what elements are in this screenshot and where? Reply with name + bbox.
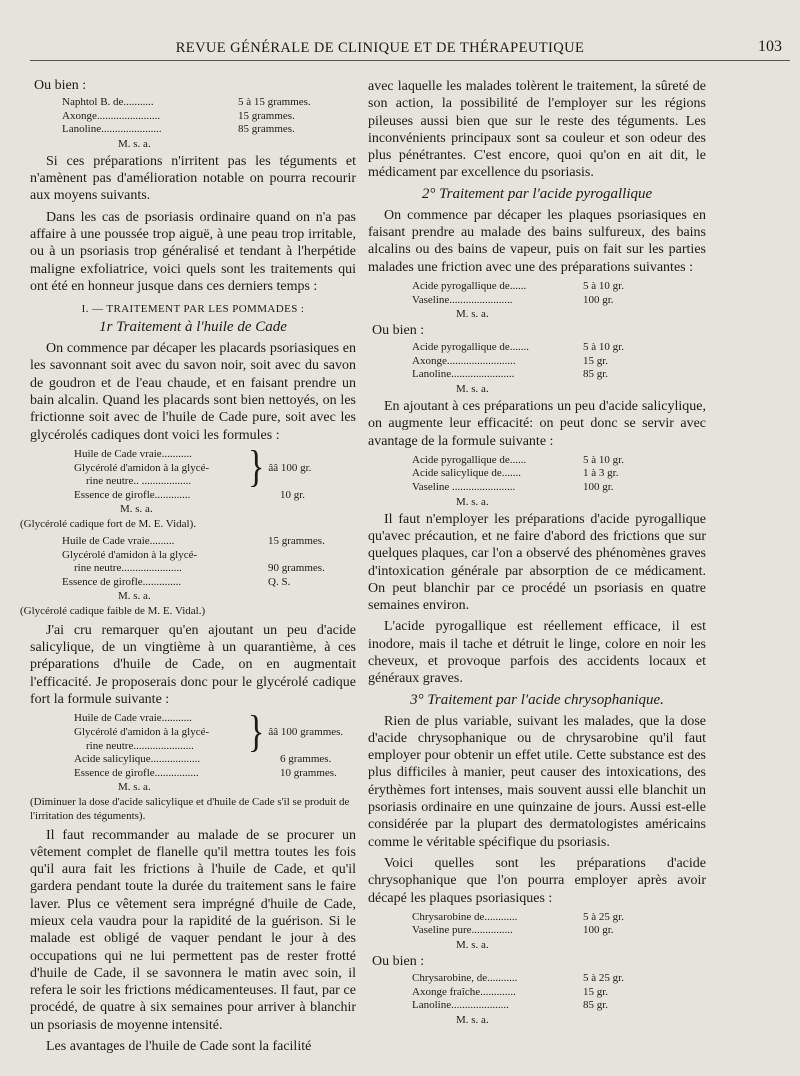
paragraph: Il faut n'employer les préparations d'acide pyrogallique qu'avec précaution, et ne faire d'abord des frictions que sur quelques plaques, car l'on a observé des phénomènes graves d'intoxication générale par absorption de ce médicament. On peut blanchir par ce procédé un psoriasis en quatre semaines environ. <box>368 511 706 614</box>
formula-pyro-vaseline <box>412 280 706 307</box>
paragraph: J'ai cru remarquer qu'en ajoutant un peu d'acide salicylique, de un vingtième à un quarantième, à ces préparations d'huile de Cade, on en augmentait l'efficacité. Je proposerais donc pour le glycérolé cadique fort la formule suivante : <box>30 622 356 708</box>
formula-row: Chrysarobine de............ 5 à 25 gr. <box>412 910 624 923</box>
paragraph: On commence par décaper les plaques psoriasiques en faisant prendre au malade des bains sulfureux, des bains alcalins ou des bains de vapeur, puis on fait sur les parties malades une friction avec une des préparations suivantes : <box>368 207 706 275</box>
formula-row: Lanoline...................... 85 grammes. <box>62 123 295 136</box>
section-heading: I. — TRAITEMENT PAR LES POMMADES : <box>81 303 305 316</box>
formula-cade-faible <box>62 535 356 589</box>
brace-glyph: } <box>248 443 265 492</box>
paragraph: Si ces préparations n'irritent pas les téguments et n'amènent pas d'amélioration notable on pourra recourir aux moyens suivants. <box>30 153 356 204</box>
formula-pyro-axonge <box>412 341 706 382</box>
formula-pyro-salicyle <box>412 454 706 495</box>
misce-label: M. s. a. <box>456 308 489 321</box>
formula-row: Axonge......................... 15 gr. <box>412 354 609 367</box>
misce-label: M. s. a. <box>456 382 489 395</box>
formula-row: Chrysarobine, de........... 5 à 25 gr. <box>412 972 624 985</box>
subsection-heading: 2° Traitement par l'acide pyrogallique <box>421 185 653 202</box>
formula-cade-salicyle <box>74 708 356 780</box>
paragraph: L'acide pyrogallique est réellement efficace, il est inodore, mais il tache et détruit le linge, colore en noir les cheveux, et provoque parfois des accidents locaux et généraux graves. <box>368 619 706 687</box>
formula-note: (Diminuer la dose d'acide salicylique et d'huile de Cade s'il se produit de l'irritation des téguments). <box>30 796 350 822</box>
formula-row: Glycérolé d'amidon à la glycé- <box>62 548 198 561</box>
formula-row: Lanoline....................... 85 gr. <box>412 368 609 381</box>
formula-naphtol <box>62 96 356 137</box>
formula-cade-fort <box>74 443 356 502</box>
ou-bien-label: Ou bien : <box>34 78 87 93</box>
misce-label: M. s. a. <box>118 137 151 150</box>
left-column <box>20 78 356 1059</box>
formula-row: Axonge fraîche............. 15 gr. <box>412 985 609 998</box>
misce-label: M. s. a. <box>456 1013 489 1026</box>
paragraph: Il faut recommander au malade de se procurer un vêtement complet de flanelle qu'il mettra toutes les fois qu'il aura fait les frictions à l'huile de Cade, et qu'il gardera pendant toute la durée du traitement sans le faire laver. Plus ce vêtement sera imprégné d'huile de Cade, mieux cela vaudra pour la rapidité de la guérison. Si le malade est obligé de vaquer pendant le jour à des occupations qui ne lui permettent pas de rester frotté d'huile de Cade, il se savonnera le matin avec soin, il refera le soir les frictions médicamenteuses. Il faut, par ce procédé, de quatre à six semaines pour arriver à blanchir un psoriasis de moyenne intensité. <box>30 827 356 1033</box>
misce-label: M. s. a. <box>456 495 489 508</box>
ou-bien-label: Ou bien : <box>372 954 425 970</box>
formula-chrysarobine-vaseline <box>412 911 706 938</box>
formula-row: Acide pyrogallique de...... 5 à 10 gr. <box>412 279 624 292</box>
misce-label: M. s. a. <box>456 939 489 952</box>
page-number: 103 <box>758 38 782 55</box>
formula-row: Acide pyrogallique de....... 5 à 10 gr. <box>412 341 624 354</box>
misce-label: M. s. a. <box>120 503 153 516</box>
formula-row: Acide salicylique de....... 1 à 3 gr. <box>412 467 619 480</box>
formula-row: Lanoline..................... 85 gr. <box>412 999 609 1012</box>
formula-note: (Glycérolé cadique fort de M. E. Vidal). <box>20 518 196 531</box>
formula-row: Axonge....................... 15 grammes. <box>62 109 295 122</box>
subsection-heading: 3° Traitement par l'acide chrysophanique. <box>410 691 664 708</box>
misce-label: M. s. a. <box>118 590 151 603</box>
subsection-heading: 1r Traitement à l'huile de Cade <box>99 319 287 336</box>
formula-chrysarobine-axonge <box>412 972 706 1013</box>
paragraph: Voici quelles sont les préparations d'acide chrysophanique que l'on pourra employer après avoir décapé les plaques psoriasiques : <box>368 855 706 906</box>
formula-row: Vaseline pure............... 100 gr. <box>412 924 614 937</box>
paragraph: En ajoutant à ces préparations un peu d'acide salicylique, on augmente leur efficacité: on peut donc se servir avec avantage de la formule suivante : <box>368 398 706 449</box>
formula-row: Essence de girofle............. 10 gr. <box>74 488 306 501</box>
formula-row: Acide pyrogallique de...... 5 à 10 gr. <box>412 453 624 466</box>
running-header <box>30 38 790 61</box>
formula-row: Essence de girofle.............. Q. S. <box>62 575 291 588</box>
brace-glyph: } <box>248 708 265 757</box>
formula-row: Vaseline ....................... 100 gr. <box>412 481 614 494</box>
running-title: REVUE GÉNÉRALE DE CLINIQUE ET DE THÉRAPEUTIQUE <box>175 40 585 56</box>
paragraph: avec laquelle les malades tolèrent le traitement, la sûreté de son action, la possibilité de l'employer sur les régions pileuses aussi bien que sur le reste des téguments. Les inconvénients principaux sont sa couleur et son odeur des plus pénétrantes. C'est encore, quoi qu'on en ait dit, le médicament par excellence du psoriasis. <box>368 79 706 181</box>
formula-row: Vaseline....................... 100 gr. <box>412 293 614 306</box>
formula-row: rine neutre...................... 90 grammes. <box>74 562 325 575</box>
ou-bien-label: Ou bien : <box>372 323 425 339</box>
paragraph: Dans les cas de psoriasis ordinaire quand on n'a pas affaire à une poussée trop aiguë, à une peau trop irritable, ou à un psoriasis trop généralisé et tendant à l'herpétide maligne exfoliatrice, voici quels sont les traitements qui ont été en honneur jusque dans ces derniers temps : <box>30 209 356 294</box>
formula-note: (Glycérolé cadique faible de M. E. Vidal.) <box>20 605 206 618</box>
paragraph: Les avantages de l'huile de Cade sont la facilité <box>46 1039 312 1055</box>
formula-row: Essence de girofle................ 10 grammes. <box>74 766 337 779</box>
formula-row: Acide salicylique.................. 6 grammes. <box>74 753 332 766</box>
formula-group: Huile de Cade vraie........... Glycérolé d'amidon à la glycé- rine neutre...................... } ââ 100 grammes. <box>74 708 344 757</box>
paragraph: On commence par décaper les placards psoriasiques en les savonnant soit avec du savon noir, soit avec du savon de goudron et de l'eau chaude, et en faisant prendre un bain alcalin. Quand les placards sont bien nettoyés, on les frictionne soit avec de l'huile de Cade pure, soit avec les glycérolés cadiques dont voici les formules : <box>30 341 356 443</box>
formula-row: Naphtol B. de........... 5 à 15 grammes. <box>62 96 311 108</box>
formula-group: Huile de Cade vraie........... Glycérolé d'amidon à la glycé- rine neutre.. .................. } ââ 100 gr. <box>74 443 312 492</box>
formula-row: Huile de Cade vraie......... 15 grammes. <box>62 534 325 547</box>
misce-label: M. s. a. <box>118 781 151 794</box>
paragraph: Rien de plus variable, suivant les malades, que la dose d'acide chrysophanique ou de chrysarobine qu'il faut employer pour obtenir un effet utile. Cette substance est des plus difficiles à manier, peut causer des intoxications, des érythèmes fort intenses, mais souvent aussi elle blanchit un psoriasis ordinaire en une quinzaine de jours. Aussi est-elle considérée par la plupart des dermatologistes américains comme le véritable spécifique du psoriasis. <box>368 713 706 850</box>
right-column <box>368 78 706 1029</box>
